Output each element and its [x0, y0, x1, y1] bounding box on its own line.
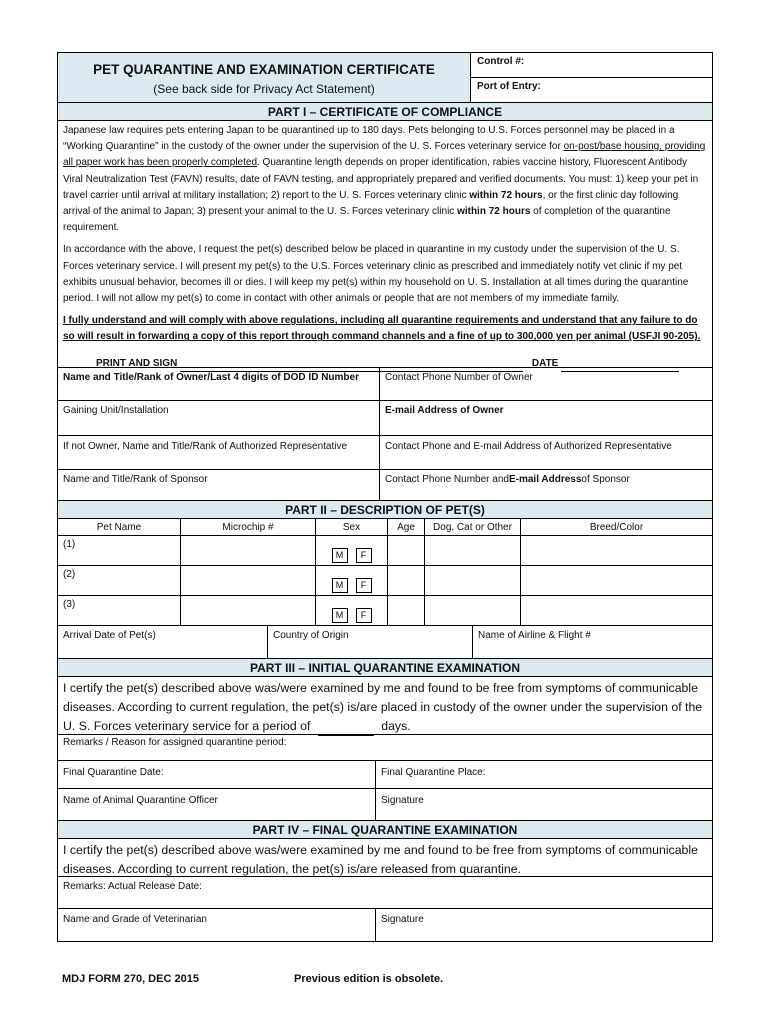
- port-of-entry-field[interactable]: Port of Entry:: [477, 81, 541, 92]
- part1-heading: PART I – CERTIFICATE OF COMPLIANCE: [58, 103, 712, 121]
- rep-name-field[interactable]: If not Owner, Name and Title/Rank of Authorized Representative: [58, 436, 380, 469]
- arrival-date-field[interactable]: Arrival Date of Pet(s): [58, 626, 268, 658]
- owner-phone-field[interactable]: Contact Phone Number of Owner: [385, 372, 533, 383]
- final-quarantine-date-field[interactable]: Final Quarantine Date:: [58, 761, 376, 788]
- print-and-sign-label: PRINT AND SIGN: [96, 357, 178, 369]
- part1-text: Japanese law requires pets entering Japan to be quarantined up to 180 days. Pets belonging to U.S. Forces personnel may be placed in a “Working Quarantine” in the custody of the owner under the supervision of the U. S. Forces veterinary service for on-post/base housing, providing all paper work has been properly completed. Quarantine length depends on proper identification, rabies vaccine history, Fluorescent Antibody Viral Neutralization Test (FAVN) results, date of FAVN testing, and appropriately prepared and verified documents. You must: 1) keep your pet in travel carrier until arrival at military installation; 2) report to the U. S. Forces veterinary clinic within 72 hours, or the first clinic day following arrival of the animal to Japan; 3) present your animal to the U. S. Forces veterinary clinic within 72 hours of completion of the quarantine requirement. In accordance with the above, I request the pet(s) described below be placed in quarantine in my custody under the supervision of the U. S. Forces veterinary service. I will present my pet(s) to the U.S. Forces veterinary clinic as prescribed and immediately notify vet clinic if my pet exhibits unusual behavior, becomes ill or dies. I will keep my pet(s) within my household on U. S. Installation at all times during the quarantine period. I will not allow my pet(s) to come in contact with other animals or people that are not members of my immediate family. I fully understand and will comply with above regulations, including all quarantine requirements and understand that any failure to do so will result in forwarding a copy of this report through command channels and a fine of up to 300,000 yen per animal (USFJI 90-205). PRINT AND SIGN DATE: [58, 121, 712, 367]
- quarantine-remarks-field[interactable]: Remarks / Reason for assigned quarantine period:: [63, 737, 287, 748]
- form-title: PET QUARANTINE AND EXAMINATION CERTIFICATE: [93, 61, 435, 77]
- quarantine-officer-field[interactable]: Name of Animal Quarantine Officer: [58, 789, 376, 820]
- part4-certification: I certify the pet(s) described above was/were examined by me and found to be free from symptoms of communicable diseases. According to current regulation, the pet(s) is/are released from quarantine.: [63, 843, 698, 876]
- pet-row: (2) M F: [58, 566, 712, 596]
- control-number-field[interactable]: Control #:: [471, 53, 712, 78]
- sex-f-checkbox[interactable]: F: [356, 608, 372, 623]
- form-footer: [62, 973, 662, 985]
- sex-m-checkbox[interactable]: M: [332, 548, 348, 563]
- sex-f-checkbox[interactable]: F: [356, 548, 372, 563]
- veterinarian-signature-field[interactable]: Signature: [381, 914, 424, 925]
- part1-acknowledgement: I fully understand and will comply with above regulations, including all quarantine requirements and understand that any failure to do so will result in forwarding a copy of this report through command channels and a fine of up to 300,000 yen per animal (USFJI 90-205).: [63, 315, 701, 343]
- officer-signature-field[interactable]: Signature: [381, 795, 424, 806]
- airline-flight-field[interactable]: Name of Airline & Flight #: [478, 630, 591, 641]
- pet-row: (1) M F: [58, 536, 712, 566]
- pet-row: (3) M F: [58, 596, 712, 626]
- form-number: MDJ FORM 270, DEC 2015: [62, 973, 199, 985]
- date-label: DATE: [531, 357, 559, 369]
- part1-request-text: In accordance with the above, I request the pet(s) described below be placed in quarantine in my custody under the supervision of the U. S. Forces veterinary service. I will present my pet(s) to the U.S. Forces veterinary clinic as prescribed and immediately notify vet clinic if my pet exhibits unusual behavior, becomes ill or dies. I will keep my pet(s) within my household on U. S. Installation at all times during the quarantine period. I will not allow my pet(s) to come in contact with other animals or people that are not members of my immediate family.: [63, 244, 689, 305]
- part3-certification: I certify the pet(s) described above was/were examined by me and found to be free from symptoms of communicable diseases. According to current regulation, the pet(s) is/are placed in custody of the owner under the supervision of the U. S. Forces veterinary service for a period of days.: [58, 677, 712, 734]
- sex-m-checkbox[interactable]: M: [332, 608, 348, 623]
- gaining-unit-field[interactable]: Gaining Unit/Installation: [58, 401, 380, 435]
- obsolete-notice: Previous edition is obsolete.: [294, 973, 444, 985]
- sponsor-contact-field[interactable]: Contact Phone Number and E-mail Address of Sponsor: [385, 474, 630, 485]
- sex-f-checkbox[interactable]: F: [356, 578, 372, 593]
- veterinarian-name-field[interactable]: Name and Grade of Veterinarian: [58, 909, 376, 941]
- quarantine-form: [57, 52, 713, 942]
- owner-name-field[interactable]: Name and Title/Rank of Owner/Last 4 digits of DOD ID Number: [58, 368, 380, 400]
- sex-m-checkbox[interactable]: M: [332, 578, 348, 593]
- part3-heading: PART III – INITIAL QUARANTINE EXAMINATION: [58, 659, 712, 677]
- release-remarks-field[interactable]: Remarks: Actual Release Date:: [63, 881, 202, 892]
- owner-email-field[interactable]: E-mail Address of Owner: [385, 405, 504, 416]
- pet-table-header: Pet Name Microchip # Sex Age Dog, Cat or Other Breed/Color: [58, 519, 712, 536]
- form-subtitle: (See back side for Privacy Act Statement): [153, 81, 375, 96]
- country-of-origin-field[interactable]: Country of Origin: [268, 626, 473, 658]
- final-quarantine-place-field[interactable]: Final Quarantine Place:: [381, 767, 486, 778]
- rep-contact-field[interactable]: Contact Phone and E-mail Address of Authorized Representative: [385, 441, 672, 452]
- part2-heading: PART II – DESCRIPTION OF PET(S): [58, 501, 712, 519]
- part4-heading: PART IV – FINAL QUARANTINE EXAMINATION: [58, 821, 712, 839]
- form-header: [58, 53, 712, 103]
- sponsor-name-field[interactable]: Name and Title/Rank of Sponsor: [58, 470, 380, 500]
